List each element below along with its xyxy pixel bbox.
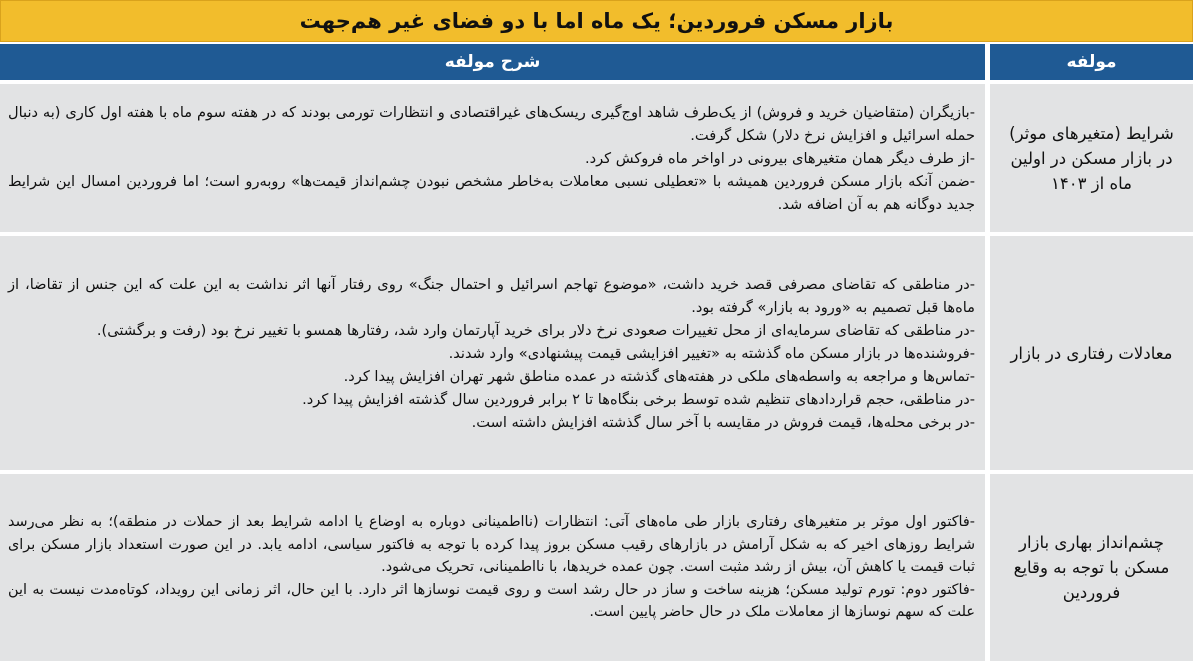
row3-component-cell <box>990 474 1193 661</box>
row2-point-2: -در مناطقی که تقاضای سرمایه‌ای از محل تغییرات صعودی نرخ دلار برای خرید آپارتمان وارد شد، رفتارها همسو با تغییر نرخ بود (رفت و برگشتی). <box>96 321 975 339</box>
row2-component: معادلات رفتاری در بازار <box>1010 343 1173 363</box>
table-title-bar <box>0 0 1193 42</box>
row2-point-4: -تماس‌ها و مراجعه به واسطه‌های ملکی در هفته‌های گذشته در عمده مناطق شهر تهران افزایش پیدا کرد. <box>343 367 975 385</box>
row3-point-1: -فاکتور اول موثر بر متغیرهای رفتاری بازار طی ماه‌های آتی: انتظارات (نااطمینانی دوباره به اوضاع یا ادامه شرایط بعد از حملات در منطقه)؛ به نظر می‌رسد شرایط روزهای اخیر که به شکل آرامش در بازارهای رقیب مسکن بروز پیدا کرده با توجه به فاکتور سیاسی، ادامه یابد. در این صورت استعداد بازار مسکن برای ثبات قیمت یا کاهش آن، بیش از رشد مثبت است. چون عمده خریدها، با نااطمینانی، تحریک می‌شود. <box>8 514 975 576</box>
header-description: شرح مولفه <box>0 44 985 80</box>
row3-description-cell <box>0 474 985 661</box>
row2-point-1: -در مناطقی که تقاضای مصرفی قصد خرید داشت، «موضوع تهاجم اسرائیل و احتمال جنگ» روی رفتار آنها اثر نداشت به این علت که این جنس از تقاضا، از ماه‌ها قبل تصمیم به «ورود به بازار» گرفته بود. <box>8 275 975 316</box>
row1-component-cell <box>990 84 1193 232</box>
table-title: بازار مسکن فروردین؛ یک ماه اما با دو فضای غیر هم‌جهت <box>299 9 894 33</box>
row2-description-cell <box>0 236 985 470</box>
row3-component: چشم‌انداز بهاری بازار مسکن با توجه به وقایع فروردین <box>1013 533 1170 602</box>
row3-point-2: -فاکتور دوم: تورم تولید مسکن؛ هزینه ساخت و ساز در حال رشد است و روی قیمت نوسازها اثر دارد. با این حال، اثر زمانی این رویداد، کوتاه‌مدت نیست به این علت که سهم نوسازها از معاملات ملک در حال حاضر پایین است. <box>8 581 975 621</box>
row1-points <box>8 101 975 216</box>
row1-description-cell <box>0 84 985 232</box>
row1-point-3: -ضمن آنکه بازار مسکن فروردین همیشه با «تعطیلی نسبی معاملات به‌خاطر مشخص نبودن چشم‌انداز قیمت‌ها» روبه‌رو است؛ اما فروردین امسال این شرایط جدید دوگانه هم به آن اضافه شد. <box>8 172 975 213</box>
row2-component-cell <box>990 236 1193 470</box>
row2-point-6: -در برخی محله‌ها، قیمت فروش در مقایسه با آخر سال گذشته افزایش داشته است. <box>471 413 975 431</box>
row3-points <box>8 511 975 624</box>
row2-points <box>8 273 975 434</box>
row2-point-5: -در مناطقی، حجم قراردادهای تنظیم شده توسط برخی بنگاه‌ها تا ۲ برابر فروردین سال گذشته افزایش پیدا کرد. <box>302 390 975 408</box>
row1-point-2: -از طرف دیگر همان متغیرهای بیرونی در اواخر ماه فروکش کرد. <box>584 149 975 167</box>
row1-component: شرایط (متغیرهای موثر) در بازار مسکن در اولین ماه از ۱۴۰۳ <box>1009 123 1174 193</box>
header-component: مولفه <box>990 44 1193 80</box>
row1-point-1: -بازیگران (متقاضیان خرید و فروش) از یک‌طرف شاهد اوج‌گیری ریسک‌های غیراقتصادی و انتظارات تورمی بودند که در هفته سوم ماه با هفته اول کاری (به دنبال حمله اسرائیل و افزایش نرخ دلار) شکل گرفت. <box>8 103 975 144</box>
row2-point-3: -فروشنده‌ها در بازار مسکن ماه گذشته به «تغییر افزایشی قیمت پیشنهادی» وارد شدند. <box>448 344 975 362</box>
